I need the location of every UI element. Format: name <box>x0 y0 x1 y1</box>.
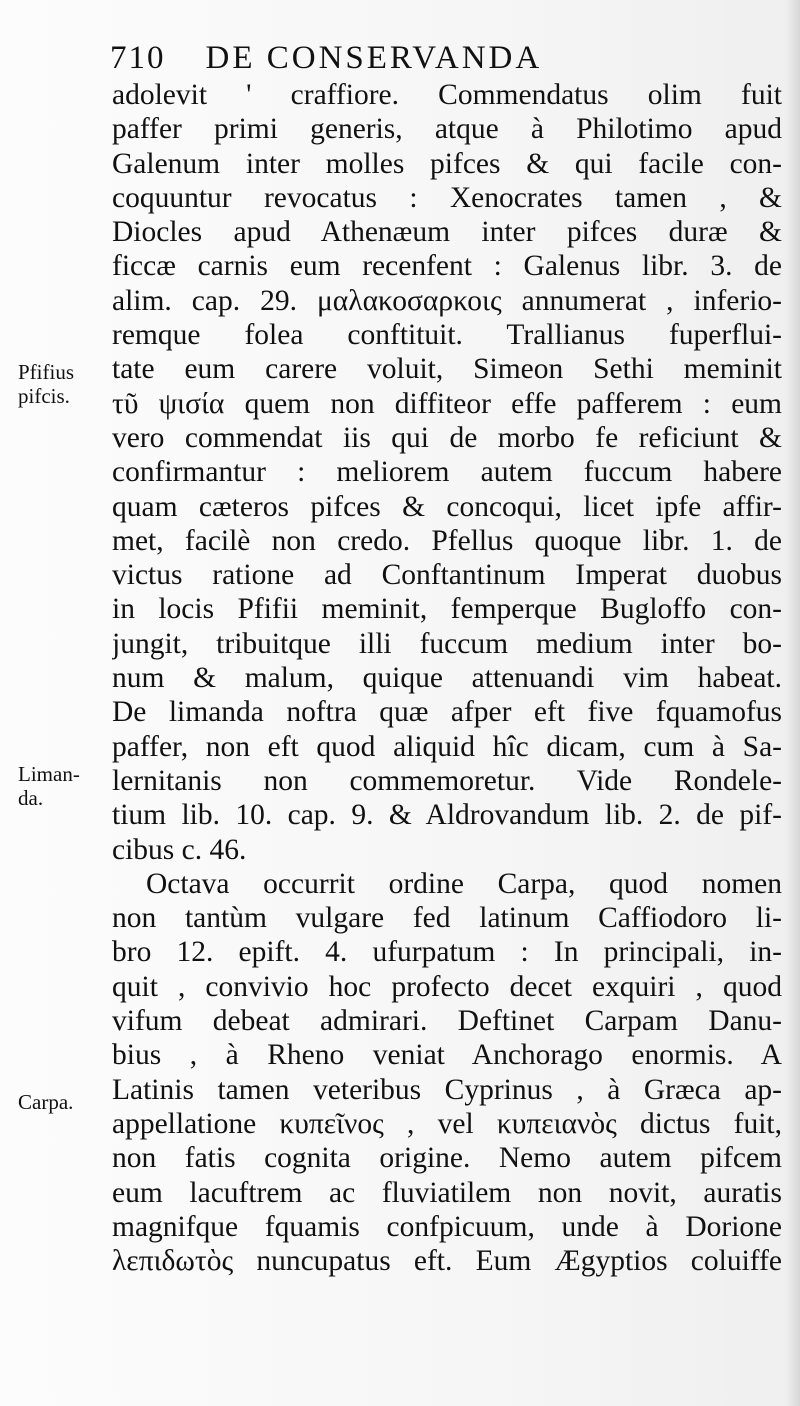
text-line: victus ratione ad Conftantinum Imperat duobus <box>112 559 782 592</box>
text-line: adolevit ' craffiore. Commendatus olim fuit <box>112 79 782 111</box>
text-line-paragraph-start: Octava occurrit ordine Carpa, quod nomen <box>146 867 782 900</box>
text-line: confirmantur : meliorem autem fuccum habere <box>112 456 782 489</box>
text-line: quam cæteros pifces & concoqui, licet ipfe affir- <box>112 490 782 523</box>
text-line: paffer primi generis, atque à Philotimo apud <box>112 113 782 146</box>
text-line: non tantùm vulgare fed latinum Caffiodoro li- <box>112 902 782 935</box>
text-line: non fatis cognita origine. Nemo autem pifcem <box>112 1142 782 1175</box>
text-line: eum lacuftrem ac fluviatilem non novit, auratis <box>112 1176 782 1209</box>
text-line: tate eum carere voluit, Simeon Sethi meminit <box>112 353 782 386</box>
text-line: λεπιδωτὸς nuncupatus eft. Eum Ægyptios coluiffe <box>112 1245 782 1278</box>
text-line: alim. cap. 29. μαλακοσαρκοις annumerat , inferio- <box>112 284 782 317</box>
text-line: paffer, non eft quod aliquid hîc dicam, cum à Sa- <box>112 730 782 763</box>
margin-note-carpa <box>18 1090 108 1114</box>
margin-note-line: pifcis. <box>18 384 70 408</box>
text-line: jungit, tribuitque illi fuccum medium inter bo- <box>112 627 782 660</box>
margin-note-line: Pfifius <box>18 360 75 384</box>
text-line: quit , convivio hoc profecto decet exquiri , quod <box>112 970 782 1003</box>
body-text <box>112 78 782 1278</box>
text-line: remque folea conftituit. Trallianus fuperflui- <box>112 319 782 352</box>
text-line: De limanda noftra quæ afper eft five fquamofus <box>112 696 782 729</box>
text-line: vero commendat iis qui de morbo fe reficiunt & <box>112 421 782 454</box>
running-head: DE CONSERVANDA <box>205 40 543 76</box>
margin-note-limanda <box>18 762 108 810</box>
text-line: cibus c. 46. <box>112 833 247 866</box>
text-line: Latinis tamen veteribus Cyprinus , à Græca ap- <box>112 1073 782 1106</box>
text-line: Diocles apud Athenæum inter pifces duræ & <box>112 216 782 249</box>
text-line: bro 12. epift. 4. ufurpatum : In principali, in- <box>112 936 782 969</box>
page-edge-shadow <box>786 0 800 1406</box>
text-line: in locis Pfifii meminit, femperque Bugloffo con- <box>112 593 782 626</box>
text-line: vifum debeat admirari. Deftinet Carpam Danu- <box>112 1005 782 1038</box>
page-header <box>110 40 670 80</box>
margin-note-line: Carpa. <box>18 1090 74 1114</box>
text-line: magnifque fquamis confpicuum, unde à Dorione <box>112 1210 782 1243</box>
text-line: tium lib. 10. cap. 9. & Aldrovandum lib. 2. de pif- <box>112 799 782 832</box>
margin-note-line: da. <box>18 786 44 810</box>
text-line: τῦ ψισία quem non diffiteor effe pafferem : eum <box>112 387 782 420</box>
text-line: num & malum, quique attenuandi vim habeat. <box>112 662 782 695</box>
page-number: 710 <box>110 40 166 76</box>
margin-note-line: Liman- <box>18 762 80 786</box>
text-line: bius , à Rheno veniat Anchorago enormis. A <box>112 1039 782 1072</box>
text-line: met, facilè non credo. Pfellus quoque libr. 1. de <box>112 524 782 557</box>
margin-note-psisius <box>18 360 108 408</box>
text-line: Galenum inter molles pifces & qui facile con- <box>112 147 782 180</box>
text-line: coquuntur revocatus : Xenocrates tamen , & <box>112 181 782 214</box>
text-line: appellatione κυπεῖνος , vel κυπειανὸς dictus fuit, <box>112 1107 782 1140</box>
text-line: lernitanis non commemoretur. Vide Rondele- <box>112 764 782 797</box>
text-line: ficcæ carnis eum recenfent : Galenus libr. 3. de <box>112 250 782 283</box>
